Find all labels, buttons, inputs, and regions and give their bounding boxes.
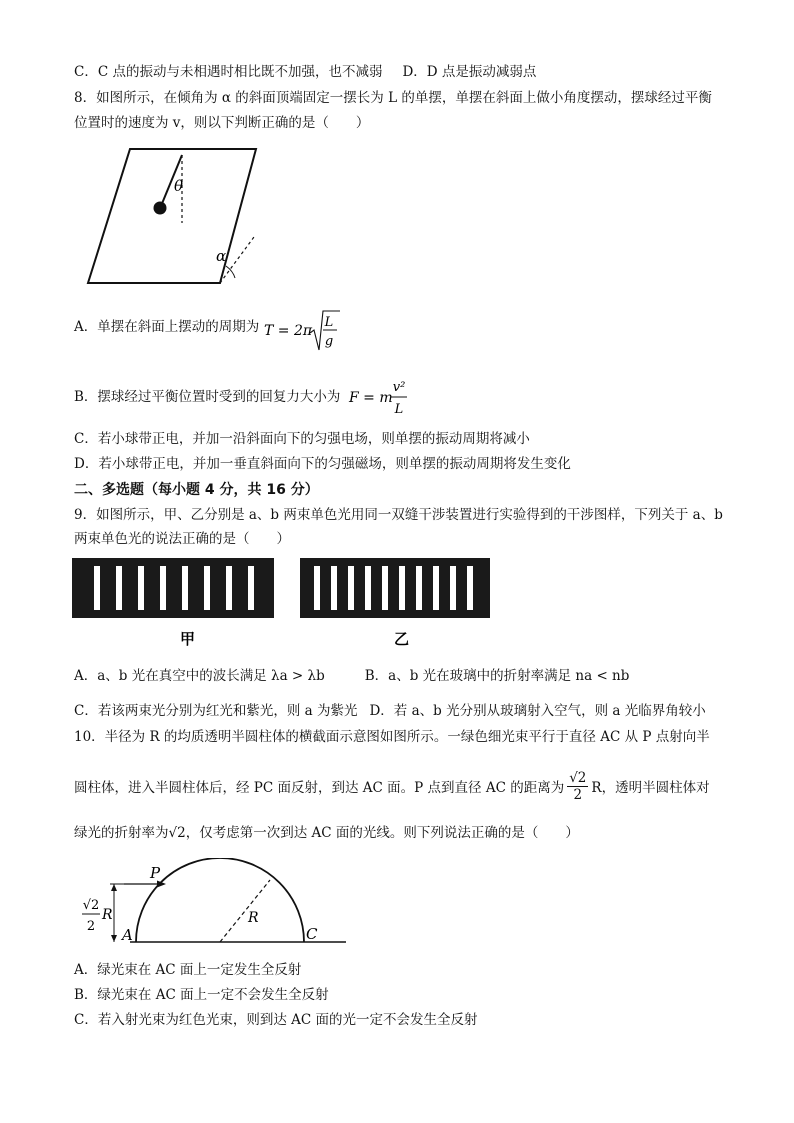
alpha-label: α xyxy=(216,247,227,265)
distance-fraction-numerator: √2 xyxy=(569,770,587,786)
dimension-arrow-top xyxy=(111,884,117,891)
q7-options xyxy=(74,63,536,81)
q8-stem-line1: 8．如图所示，在倾角为 α 的斜面顶端固定一摆长为 L 的单摆，单摆在斜面上做小角度摆动，摆球经过平衡 xyxy=(74,90,712,106)
q8-option-c: C．若小球带正电，并加一沿斜面向下的匀强电场，则单摆的振动周期将减小 xyxy=(74,431,530,447)
pendulum-bob xyxy=(154,202,167,215)
semicircle-arc xyxy=(136,858,304,942)
distance-fraction-denominator: 2 xyxy=(573,787,583,803)
q10-option-a: A．绿光束在 AC 面上一定发生全反射 xyxy=(74,962,302,978)
q8-stem-line2: 位置时的速度为 v，则以下判断正确的是（ ） xyxy=(74,115,370,131)
q8-option-a xyxy=(74,318,259,336)
q10-option-c: C．若入射光束为红色光束，则到达 AC 面的光一定不会发生全反射 xyxy=(74,1012,478,1028)
pattern-yi xyxy=(300,558,490,618)
distance-fraction xyxy=(567,770,588,803)
refractive-index-sqrt: √2 xyxy=(168,825,186,841)
q8-option-a-text: A．单摆在斜面上摆动的周期为 xyxy=(74,319,260,335)
pattern-jia xyxy=(72,558,274,618)
label-jia: 甲 xyxy=(180,630,196,648)
q9-option-d: D．若 a、b 光分别从玻璃射入空气，则 a 光临界角较小 xyxy=(369,703,706,719)
point-a-label: A xyxy=(122,926,133,944)
theta-label: θ xyxy=(174,177,184,195)
q8-option-d: D．若小球带正电，并加一垂直斜面向下的匀强磁场，则单摆的振动周期将发生变化 xyxy=(74,456,571,472)
pendulum-incline-figure xyxy=(70,145,270,295)
force-formula-numerator: v² xyxy=(392,380,406,395)
force-formula-lhs: F = m xyxy=(349,390,393,406)
q9-option-b: B．a、b 光在玻璃中的折射率满足 na < nb xyxy=(364,668,630,684)
incline-plane xyxy=(88,149,256,283)
q10-stem-line2-post: R，透明半圆柱体对 xyxy=(591,780,710,796)
radius-label: R xyxy=(248,910,259,926)
restoring-force-formula xyxy=(347,375,417,421)
point-p-label: P xyxy=(150,864,161,882)
q7-option-d: D．D 点是振动减弱点 xyxy=(402,64,537,80)
q9-stem-line2: 两束单色光的说法正确的是（ ） xyxy=(74,531,290,547)
radius-dashed-line xyxy=(220,880,270,942)
period-formula-denominator: g xyxy=(324,334,334,349)
q9-options-cd xyxy=(74,702,706,720)
period-formula-numerator: L xyxy=(324,315,334,330)
point-c-label: C xyxy=(306,925,318,943)
q9-option-a: A．a、b 光在真空中的波长满足 λa > λb xyxy=(74,668,325,684)
q9-option-c: C．若该两束光分别为红光和紫光，则 a 为紫光 xyxy=(74,703,358,719)
q10-stem-line3-post: ，仅考虑第一次到达 AC 面的光线。则下列说法正确的是（ ） xyxy=(185,825,579,841)
section-title-multiple-choice: 二、多选题（每小题 4 分，共 16 分） xyxy=(74,482,319,498)
semicylinder-figure xyxy=(74,858,354,948)
q10-option-b: B．绿光束在 AC 面上一定不会发生全反射 xyxy=(74,987,329,1003)
q10-stem-line3 xyxy=(74,824,579,842)
q9-stem-line1: 9．如图所示，甲、乙分别是 a、b 两束单色光用同一双缝干涉装置进行实验得到的干涉图样，下列关于 a、b xyxy=(74,507,723,523)
dimension-arrow-bottom xyxy=(111,935,117,942)
q7-option-c: C．C 点的振动与未相遇时相比既不加强，也不减弱 xyxy=(74,64,383,80)
label-yi: 乙 xyxy=(394,630,410,648)
q10-stem-line2 xyxy=(74,772,710,805)
height-fraction-denominator: 2 xyxy=(86,919,96,934)
period-formula-lhs: T = 2π xyxy=(264,323,313,339)
q10-stem-line2-pre: 圆柱体，进入半圆柱体后，经 PC 面反射，到达 AC 面。P 点到直径 AC 的距离为 xyxy=(74,780,565,796)
force-formula-denominator: L xyxy=(394,402,404,417)
q10-stem-line1: 10．半径为 R 的均质透明半圆柱体的横截面示意图如图所示。一绿色细光束平行于直径 AC 从 P 点射向半 xyxy=(74,729,710,745)
period-formula xyxy=(262,308,342,354)
q9-options-ab xyxy=(74,667,629,685)
q8-option-b xyxy=(74,388,340,406)
height-fraction-r: R xyxy=(102,907,113,923)
q10-stem-line3-pre: 绿光的折射率为 xyxy=(74,825,169,841)
interference-patterns-figure xyxy=(72,558,492,650)
height-fraction-numerator: √2 xyxy=(82,898,100,913)
q8-option-b-text: B．摆球经过平衡位置时受到的回复力大小为 xyxy=(74,389,341,405)
